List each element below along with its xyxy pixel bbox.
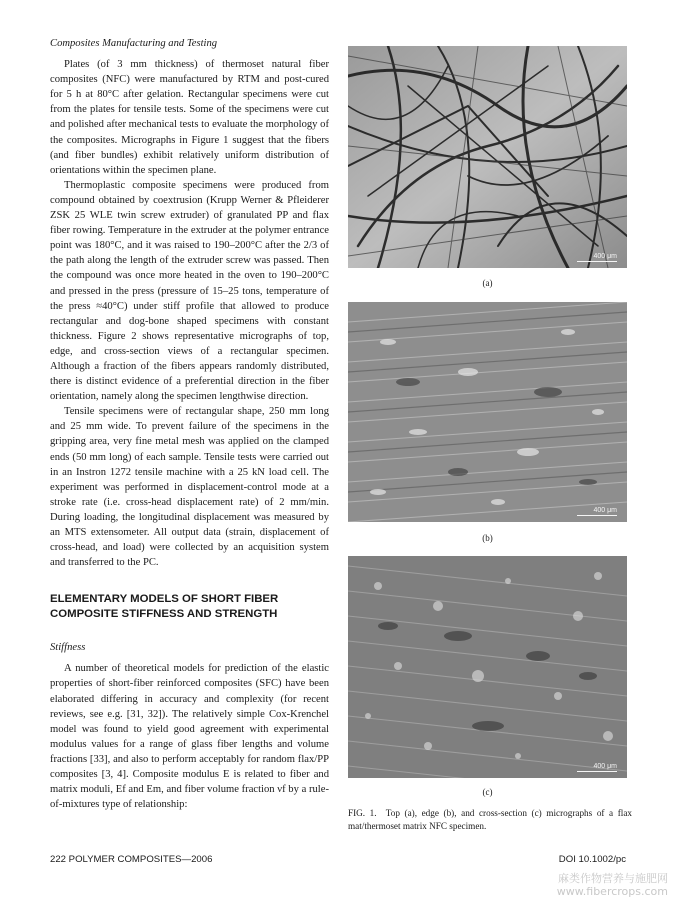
paragraph: Plates (of 3 mm thickness) of thermoset natural fiber composites (NFC) were manufactured by RTM and post-cured for 5 h at 80°C after gelation. Rectangular specimens were cut from the plates for tensile tests. Some of the specimens were cut and polished after mechanical tests to evaluate the morphology of the composites. Micrographs in Figure 1 suggest that the fibers (and fiber bundles) exhibit relatively uniform distribution of orientations within the specimen plane. bbox=[50, 59, 329, 176]
micrograph-top-view bbox=[348, 46, 627, 268]
page-footer-right: DOI 10.1002/pc bbox=[558, 854, 626, 865]
left-text-column bbox=[50, 36, 329, 812]
paragraph: Thermoplastic composite specimens were produced from compound obtained by coextrusion (Krupp Werner & Pfleiderer ZSK 25 WLE twin screw extruder) of granulated PP and flax fiber rowing. Temperature in the extruder at the polymer entrance point was 180°C, and it was raised to 190–200°C after the 2/3 of the path along the length of the extruder screw was passed. Then the compound was once more heated in the oven to 190–200°C and pressed in the press (pressure of 15–25 tons, temperature of the press ≈40°C) under stiff profile that allowed to produce rectangular and dog-bone shaped specimens with constant thickness. Figure 2 shows representative micrographs of top, edge, and cross-section views of a rectangular specimen. Although a fraction of the fibers appears randomly distributed, there is distinct evidence of a preferential direction in the fiber orientation, namely along the specimen lengthwise direction. bbox=[50, 179, 329, 403]
watermark-line-1: 麻类作物营养与施肥网 bbox=[558, 872, 668, 885]
watermark-line-2: www.fibercrops.com bbox=[556, 885, 668, 898]
micrograph-edge-view bbox=[348, 302, 627, 522]
micrograph-image bbox=[348, 302, 627, 522]
page-footer-left: 222 POLYMER COMPOSITES—2006 bbox=[50, 854, 213, 865]
figure-caption bbox=[348, 807, 632, 833]
paragraph: A number of theoretical models for prediction of the elastic properties of short-fiber reinforced composites (SFC) have been elaborated differing in accuracy and complexity (for recent reviews, see e.g. [31, 32]). The relatively simple Cox-Krenchel model was found to yield good agreement with experimental modulus values for a range of glass fiber lengths and volume fractions [33], and also to perform acceptably for random flax/PP composites [3, 4]. Composite modulus E is related to fiber and matrix moduli, Ef and Em, and fiber volume fraction νf by a rule-of-mixtures type of relationship: bbox=[50, 663, 329, 811]
micrograph-image bbox=[348, 46, 627, 268]
panel-label-c: (c) bbox=[482, 787, 493, 797]
scale-bar bbox=[577, 261, 617, 262]
section-title: ELEMENTARY MODELS OF SHORT FIBER COMPOSITE STIFFNESS AND STRENGTH bbox=[50, 593, 279, 621]
figure-caption-text: Top (a), edge (b), and cross-section (c) micrographs of a flax mat/thermoset matrix NFC specimen. bbox=[348, 808, 633, 831]
scale-bar bbox=[577, 515, 617, 516]
subsection-heading: Composites Manufacturing and Testing bbox=[50, 38, 218, 49]
micrograph-cross-section-view bbox=[348, 556, 627, 778]
scale-bar bbox=[577, 771, 617, 772]
subsection-heading: Stiffness bbox=[50, 642, 86, 654]
micrograph-image bbox=[348, 556, 627, 778]
scale-label: 400 μm bbox=[593, 253, 617, 260]
watermark bbox=[557, 872, 668, 898]
scale-label: 400 μm bbox=[593, 507, 617, 514]
scale-label: 400 μm bbox=[593, 763, 617, 770]
panel-label-a: (a) bbox=[482, 278, 493, 288]
paragraph: Tensile specimens were of rectangular shape, 250 mm long and 25 mm wide. To prevent failure of the specimens in the gripping area, very fine metal mesh was applied on the clamped ends (50 mm long) of each sample. Tensile tests were carried out in an Instron 1272 tensile machine with a 25 kN load cell. The experiment was performed in displacement-control mode at a stroke rate (i.e. cross-head displacement rate) of 2 mm/min. During loading, the longitudinal displacement was measured by an MTS extensometer. All output data (strain, displacement of cross-head, and load) were collected by an acquisition system and transferred to the PC. bbox=[50, 406, 329, 569]
panel-label-b: (b) bbox=[482, 533, 493, 543]
figure-caption-prefix: FIG. 1. bbox=[348, 808, 377, 818]
